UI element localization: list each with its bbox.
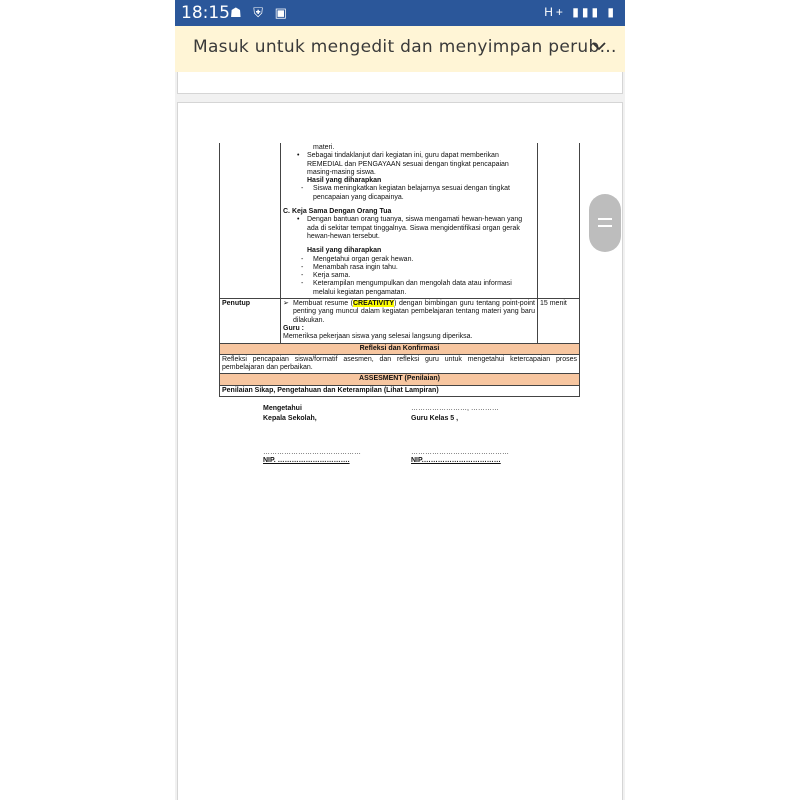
subheading: Hasil yang diharapkan bbox=[307, 177, 382, 185]
list-item: • Sebagai tindaklanjut dari kegiatan ini, guru dapat memberikan REMEDIAL dan PENGAYAAN sesuai dengan tingkat pencapaian masing-masing siswa. bbox=[297, 152, 509, 176]
sign-in-banner[interactable] bbox=[175, 26, 625, 72]
list-item: - Mengetahui organ gerak hewan. bbox=[301, 255, 414, 263]
section-header: ASSESMENT (Penilaian) bbox=[220, 374, 580, 385]
row-label: Penutup bbox=[220, 299, 281, 343]
sign-label: Guru Kelas 5 , bbox=[411, 415, 459, 422]
scroll-handle[interactable] bbox=[589, 194, 621, 252]
signature-line: …………………………………… bbox=[411, 449, 509, 456]
banner-text[interactable]: Masuk untuk mengedit dan menyimpan perub… bbox=[193, 37, 617, 57]
sign-label: Kepala Sekolah, bbox=[263, 415, 317, 422]
table-row bbox=[220, 143, 580, 299]
list-item: - Siswa meningkatkan kegiatan belajarnya sesuai dengan tingkat pencapaian yang dicapainya. bbox=[301, 185, 510, 201]
previous-page-edge bbox=[177, 72, 623, 94]
signature-line: …………………………………… bbox=[263, 449, 361, 456]
nip-line: NIP. …………………………. bbox=[263, 457, 350, 464]
table-row bbox=[220, 343, 580, 354]
table-row bbox=[220, 299, 580, 343]
table-row bbox=[220, 354, 580, 374]
subheading: Hasil yang diharapkan bbox=[307, 247, 382, 255]
sign-label: Mengetahui bbox=[263, 405, 302, 412]
list-item: ➢ Membuat resume (CREATIVITY) dengan bimbingan guru tentang point-point penting yang muncul dalam kegiatan pembelajaran tentang materi yang baru dilakukan. bbox=[283, 300, 535, 324]
phone-screen bbox=[175, 0, 625, 800]
time-cell: 15 menit bbox=[538, 299, 580, 343]
body-text: Memeriksa pekerjaan siswa yang selesai langsung diperiksa. bbox=[283, 333, 473, 341]
sign-date: ……………………, ………… bbox=[411, 405, 499, 412]
lesson-table bbox=[219, 143, 580, 397]
notification-icons: ☗ ⛨ ▣ bbox=[230, 5, 291, 20]
chevron-down-icon[interactable] bbox=[591, 38, 607, 54]
table-row bbox=[220, 374, 580, 385]
list-item: - Keterampilan mengumpulkan dan mengolah data atau informasi melalui kegiatan pengamatan. bbox=[301, 280, 512, 296]
highlighted-text: CREATIVITY bbox=[353, 300, 395, 308]
signal-battery-icons: H+ ▮▮▮ ▮ bbox=[544, 5, 617, 19]
clock: 18:15 bbox=[181, 3, 230, 23]
list-item: - Kerja sama. bbox=[301, 272, 351, 280]
nip-line: NIP.…………………………… bbox=[411, 457, 501, 464]
table-row bbox=[220, 385, 580, 396]
body-text: Refleksi pencapaian siswa/formatif asesmen, dan refleksi guru untuk mengetahui ketercapaian proses pembelajaran dan perbaikan. bbox=[220, 354, 580, 374]
subheading: Guru : bbox=[283, 324, 304, 332]
section-header: Refleksi dan Konfirmasi bbox=[220, 343, 580, 354]
list-item: • Dengan bantuan orang tuanya, siswa mengamati hewan-hewan yang ada di sekitar tempat tinggalnya. Siswa mengidentifikasi organ gerak hewan-hewan tersebut. bbox=[297, 216, 523, 240]
list-item: - Menambah rasa ingin tahu. bbox=[301, 263, 398, 271]
text-materi: materi. bbox=[313, 144, 335, 151]
status-bar bbox=[175, 0, 625, 26]
body-text: Penilaian Sikap, Pengetahuan dan Keterampilan (Lihat Lampiran) bbox=[220, 385, 580, 396]
section-heading: C. Keja Sama Dengan Orang Tua bbox=[283, 208, 392, 216]
document-content bbox=[219, 143, 580, 397]
